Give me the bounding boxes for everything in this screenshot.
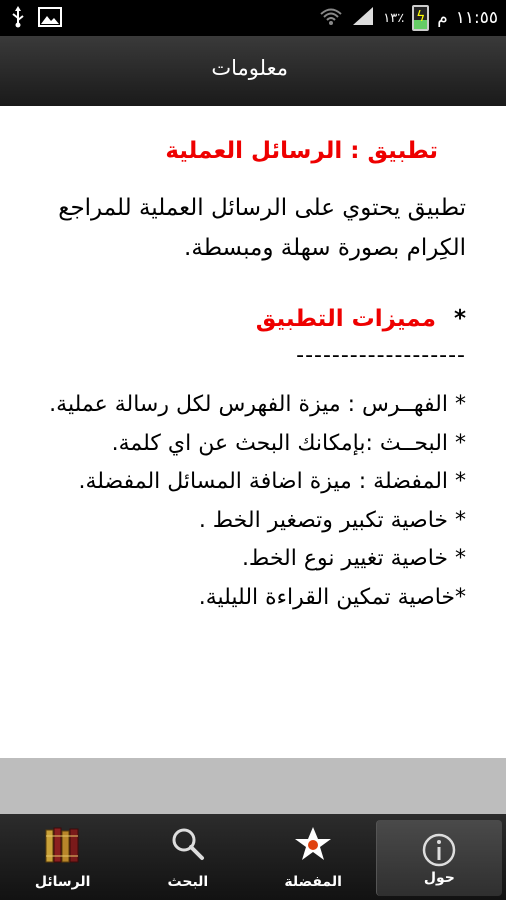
features-star: * — [453, 306, 466, 332]
list-item: * خاصية تكبير وتصغير الخط . — [198, 507, 466, 533]
list-item: *خاصية تمكين القراءة الليلية. — [198, 584, 466, 610]
battery-percent: ١٣٪ — [383, 10, 405, 26]
tab-favorites-label: المفضلة — [284, 874, 342, 890]
features-title — [256, 306, 466, 332]
tab-about-label: حول — [423, 870, 455, 886]
status-am-pm: م — [437, 8, 448, 28]
tab-letters-label: الرسائل — [34, 874, 91, 890]
tab-letters[interactable] — [0, 814, 125, 900]
grey-band — [0, 758, 506, 814]
status-left-icons — [10, 6, 62, 32]
status-bar — [0, 0, 506, 36]
image-icon — [38, 7, 62, 31]
app-heading: تطبيق : الرسائل العملية — [165, 138, 438, 164]
search-icon — [168, 824, 208, 868]
tab-favorites[interactable] — [251, 814, 376, 900]
tab-search-label: البحث — [167, 874, 209, 890]
title-bar — [0, 36, 506, 107]
signal-icon — [351, 6, 375, 30]
list-item: * الفهــرس : ميزة الفهرس لكل رسالة عملية. — [49, 392, 466, 417]
wifi-icon — [319, 6, 343, 30]
battery-charging-icon: ϟ — [412, 5, 429, 31]
star-icon — [293, 824, 333, 868]
usb-icon — [10, 6, 26, 32]
bottom-tab-bar — [0, 814, 506, 900]
about-content — [0, 106, 506, 758]
features-title-label: مميزات التطبيق — [255, 306, 436, 332]
list-item: * خاصية تغيير نوع الخط. — [241, 546, 466, 571]
books-icon — [43, 824, 83, 868]
info-icon — [419, 830, 459, 874]
tab-search[interactable] — [125, 814, 250, 900]
list-item: * المفضلة : ميزة اضافة المسائل المفضلة. — [78, 469, 466, 494]
status-right — [319, 4, 498, 32]
status-time: ١١:٥٥ — [455, 8, 498, 28]
divider: ------------------- — [296, 343, 466, 368]
app-description: تطبيق يحتوي على الرسائل العملية للمراجع الكِرام بصورة سهلة ومبسطة. — [58, 195, 466, 261]
list-item: * البحــث :بإمكانك البحث عن اي كلمة. — [111, 430, 466, 456]
page-title: معلومات — [211, 56, 288, 80]
features-list — [16, 386, 466, 617]
tab-about[interactable] — [376, 820, 502, 896]
